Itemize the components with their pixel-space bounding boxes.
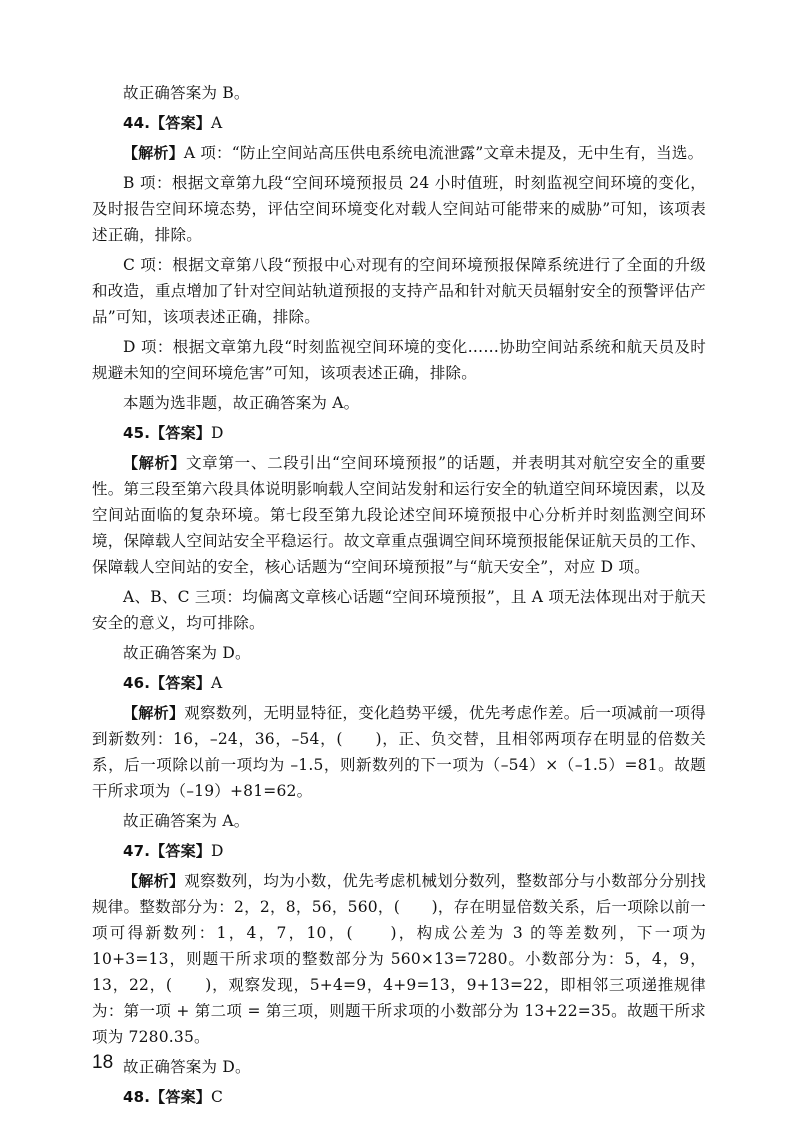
paragraph: A、B、C 三项：均偏离文章核心话题“空间环境预报”，且 A 项无法体现出对于航天安全的意义，均可排除。 bbox=[92, 588, 706, 632]
answer-label: 44.【答案】 bbox=[123, 114, 211, 132]
paragraph: 故正确答案为 B。 bbox=[123, 84, 250, 102]
analysis-paragraph: 【解析】观察数列，均为小数，优先考虑机械划分数列，整数部分与小数部分分别找规律。整数部分为：2，2，8，56，560，( )，存在明显倍数关系，后一项除以前一项可得新数列：1，4，7，10，( )，构成公差为 3 的等差数列，下一项为 10+3=13，则题干所求项的整数部分为 560×13=7280。小数部分为：5，4，9，13，22，( )，观察发现，5+4=9，4+9=13，9+13=22，即相邻三项递推规律为：第一项 + 第二项 = 第三项，则题干所求项的小数部分为 13+22=35。故题干所求项为 7280.35。 bbox=[92, 872, 706, 1046]
answer-heading-48: 48.【答案】C bbox=[123, 1088, 224, 1106]
answer-heading-44: 44.【答案】A bbox=[123, 114, 223, 132]
page-number: 18 bbox=[92, 1052, 114, 1073]
answer-label: 47.【答案】 bbox=[123, 842, 211, 860]
paragraph: C 项：根据文章第八段“预报中心对现有的空间环境预报保障系统进行了全面的升级和改造，重点增加了针对空间站轨道预报的支持产品和针对航天员辐射安全的预警评估产品”可知，该项表述正确，排除。 bbox=[92, 256, 706, 326]
analysis-paragraph: 【解析】文章第一、二段引出“空间环境预报”的话题，并表明其对航空安全的重要性。第三段至第六段具体说明影响载人空间站发射和运行安全的轨道空间环境因素，以及空间站面临的复杂环境。第七段至第九段论述空间环境预报中心分析并时刻监测空间环境，保障载人空间站安全平稳运行。故文章重点强调空间环境预报能保证航天员的工作、保障载人空间站的安全，核心话题为“空间环境预报”与“航天安全”，对应 D 项。 bbox=[92, 454, 707, 576]
paragraph: 故正确答案为 D。 bbox=[123, 1058, 251, 1076]
answer-label: 46.【答案】 bbox=[123, 674, 211, 692]
paragraph: B 项：根据文章第九段“空间环境预报员 24 小时值班，时刻监视空间环境的变化，及时报告空间环境态势，评估空间环境变化对载人空间站可能带来的威胁”可知，该项表述正确，排除。 bbox=[92, 174, 706, 244]
answer-heading-46: 46.【答案】A bbox=[123, 674, 223, 692]
analysis-paragraph: 【解析】观察数列，无明显特征，变化趋势平缓，优先考虑作差。后一项减前一项得到新数列：16，–24，36，–54，( )，正、负交替，且相邻两项存在明显的倍数关系，后一项除以前一项均为 –1.5，则新数列的下一项为（–54）×（–1.5）=81。故题干所求项为（–19）+81=62。 bbox=[92, 704, 706, 800]
answer-heading-47: 47.【答案】D bbox=[123, 842, 224, 860]
answer-label: 45.【答案】 bbox=[123, 424, 211, 442]
analysis-label: 【解析】 bbox=[123, 872, 185, 890]
analysis-label: 【解析】 bbox=[123, 704, 185, 722]
analysis-paragraph: 【解析】A 项：“防止空间站高压供电系统电流泄露”文章未提及，无中生有，当选。 bbox=[123, 144, 704, 162]
analysis-label: 【解析】 bbox=[123, 454, 186, 472]
answer-label: 48.【答案】 bbox=[123, 1088, 211, 1106]
paragraph: 故正确答案为 D。 bbox=[123, 644, 251, 662]
answer-heading-45: 45.【答案】D bbox=[123, 424, 224, 442]
paragraph: 故正确答案为 A。 bbox=[123, 812, 250, 830]
paragraph: 本题为选非题，故正确答案为 A。 bbox=[123, 394, 360, 412]
paragraph: D 项：根据文章第九段“时刻监视空间环境的变化……协助空间站系统和航天员及时规避未知的空间环境危害”可知，该项表述正确，排除。 bbox=[92, 338, 706, 382]
answer-explanations bbox=[92, 80, 706, 1110]
analysis-label: 【解析】 bbox=[123, 144, 184, 162]
